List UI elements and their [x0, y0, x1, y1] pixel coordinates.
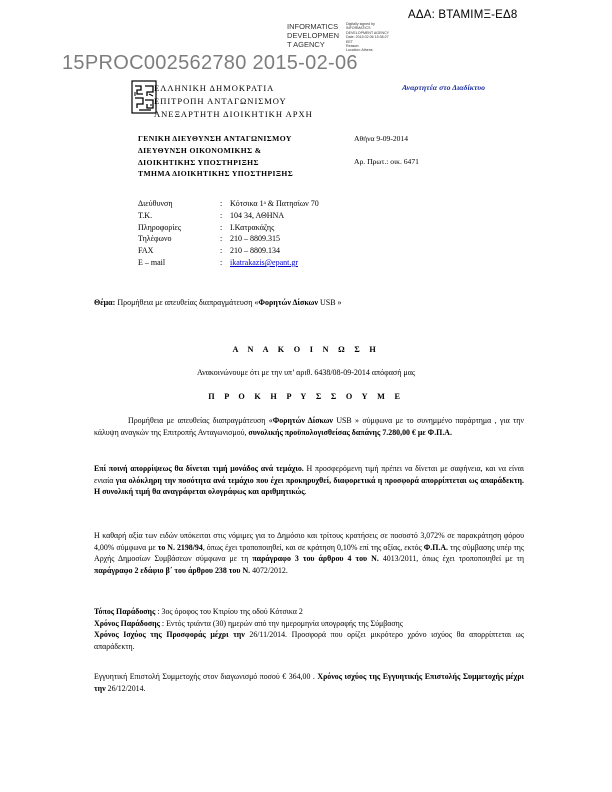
phone-label: Τηλέφωνο	[138, 234, 172, 244]
signature-line: Location: Athens	[346, 48, 373, 53]
text-span: : 3ος όροφος του Κτιρίου της οδού Κότσικα 2	[155, 607, 303, 616]
address-value: Κότσικα 1ᵃ & Πατησίων 70	[230, 199, 319, 208]
department-line: ΓΕΝΙΚΗ ΔΙΕΥΘΥΝΣΗ ΑΝΤΑΓΩΝΙΣΜΟΥ	[138, 134, 292, 143]
postal-code-row	[138, 210, 319, 222]
digital-signature-block	[346, 22, 389, 53]
subject-text: Προμήθεια με απευθείας διαπραγμάτευση «	[115, 298, 259, 307]
text-span: της σύμβασης υπέρ της Αρχής Δημοσίων Συμβάσεων σύμφωνα με τη	[94, 542, 524, 564]
bold-span: το Ν. 2198/94	[157, 542, 203, 552]
department-line: ΔΙΟΙΚΗΤΙΚΗΣ ΥΠΟΣΤΗΡΙΞΗΣ	[138, 157, 259, 167]
delivery-time	[94, 618, 524, 630]
address-row	[138, 198, 319, 210]
info-label: Πληροφορίες	[138, 222, 182, 232]
signature-line: DEVELOPMENT AGENCY	[346, 30, 390, 35]
separator: :	[220, 246, 223, 256]
signature-line: Date: 2015.02.06 15:36:27	[346, 35, 389, 40]
separator: :	[220, 199, 223, 208]
text-span: , όπως έχει τροποποιηθεί, και σε κράτηση 0,10% επί της αξίας, εκτός	[202, 542, 424, 552]
bold-span: Φ.Π.Α.	[423, 542, 449, 552]
letterhead	[154, 82, 313, 121]
protocol-number: Αρ. Πρωτ.: οικ. 6471	[354, 157, 419, 166]
announcement-line: Ανακοινώνουμε ότι με την υπ’ αριθ. 6438/08-09-2014 απόφασή μας	[196, 368, 416, 377]
paragraph-procurement	[94, 415, 524, 438]
bold-span: Φορητών Δίσκων	[272, 416, 333, 425]
postal-code-label: T.K.	[138, 210, 153, 220]
address-label: Διεύθυνση	[138, 199, 173, 208]
text-span: : Εντός τριάντα (30) ημερών από την ημερομηνία υπογραφής της Σύμβασης	[159, 618, 403, 628]
info-value: Ι.Κατρακάζης	[230, 222, 275, 232]
ada-code: ΑΔΑ: ΒΤΑΜΙΜΞ-ΕΔ8	[408, 9, 518, 21]
department-line: ΤΜΗΜΑ ΔΙΟΙΚΗΤΙΚΗΣ ΥΠΟΣΤΗΡΙΞΗΣ	[138, 169, 294, 179]
paragraph-guarantee	[94, 671, 524, 694]
text-span: 26/11/2014. Προσφορά που ορίζει μικρότερο χρόνο ισχύος θα απορρίπτεται ως απαράδεκτη.	[94, 630, 525, 651]
paragraph-delivery	[94, 606, 524, 652]
bold-span: Χρόνος Παράδοσης	[94, 618, 160, 628]
contact-details	[138, 198, 319, 269]
phone-row	[138, 233, 319, 245]
fax-label: FAX	[138, 246, 154, 256]
paragraph-deductions	[94, 530, 524, 576]
text-span: Εγγυητική Επιστολή Συμμετοχής στον διαγωνισμό ποσού € 364,00 .	[94, 672, 318, 681]
subject-bold: Φορητών Δίσκων	[258, 298, 318, 307]
informatics-agency-label	[287, 22, 339, 50]
separator: :	[220, 210, 223, 220]
fax-row	[138, 245, 319, 257]
offer-validity	[94, 629, 524, 652]
text-span: Η καθαρή αξία των ειδών υπόκειται στις νόμιμες για το Δημόσιο και τρίτους κρατήσεις σε ποσοστό 3,072% σε παρακράτηση φόρου 4,00% σύμφωνα με	[94, 531, 524, 552]
letterhead-line: ΑΝΕΞΑΡΤΗΤΗ ΔΙΟΙΚΗΤΙΚΗ ΑΡΧΗ	[154, 109, 313, 119]
bold-span: παράγραφο 2 εδάφιο β΄ του άρθρου 238 του Ν.	[94, 565, 251, 575]
text-span: 4013/2011, όπως έχει τροποποιηθεί με τη	[378, 554, 524, 564]
announcement-title: Α Ν Α Κ Ο Ι Ν Ω Σ Η	[232, 345, 380, 354]
signature-line: Digitally signed by	[346, 22, 375, 26]
postal-code-value: 104 34, ΑΘΗΝΑ	[230, 210, 285, 220]
bold-span: συνολικής προϋπολογισθείσας δαπάνης 7.280,00 € με Φ.Π.Α.	[248, 427, 452, 437]
paragraph-price-terms	[94, 463, 524, 498]
bold-span: Τόπος Παράδοσης	[94, 607, 156, 616]
email-row	[138, 257, 319, 269]
department-line: ΔΙΕΥΘΥΝΣΗ ΟΙΚΟΝΟΜΙΚΗΣ &	[138, 145, 262, 155]
separator: :	[220, 257, 223, 267]
text-span: .	[304, 487, 307, 497]
letterhead-line: ΕΛΛΗΝΙΚΗ ΔΗΜΟΚΡΑΤΙΑ	[154, 83, 275, 93]
bold-span: Επί ποινή απορρίψεως θα δίνεται τιμή μονάδος ανά τεμάχιο.	[94, 464, 304, 473]
signature-line: EET	[346, 39, 353, 44]
document-date: Αθήνα 9-09-2014	[354, 134, 409, 143]
subject-text-end: USB »	[317, 298, 342, 307]
text-span: 26/12/2014.	[105, 683, 146, 693]
informatics-line: INFORMATICS	[287, 22, 339, 31]
bold-span: Χρόνος ισχύος της Εγγυητικής Επιστολής Συμμετοχής μέχρι την	[94, 672, 524, 693]
proclamation-title: Π Ρ Ο Κ Η Ρ Υ Σ Σ Ο Υ Μ Ε	[208, 392, 404, 401]
internet-posting-note: Αναρτητέα στο Διαδίκτυο	[402, 83, 486, 92]
delivery-place	[94, 606, 524, 618]
phone-value: 210 – 8809.315	[230, 234, 280, 244]
informatics-line: T AGENCY	[287, 40, 325, 50]
bold-span: για ολόκληρη την ποσότητα ανά τεμάχιο που έχει προκηρυχθεί, διαφορετικά η προσφορά απορρίπτεται ως απαράδεκτη. Η συνολική τιμή θα αναγράφεται ολογράφως και αριθμητικώς	[94, 475, 524, 497]
procurement-id: 15PROC002562780 2015-02-06	[62, 52, 358, 74]
letterhead-line: ΕΠΙΤΡΟΠΗ ΑΝΤΑΓΩΝΙΣΜΟΥ	[154, 96, 287, 106]
signature-line: Reason:	[346, 44, 360, 49]
separator: :	[220, 222, 223, 232]
text-span: 4072/2012.	[250, 565, 288, 575]
informatics-line: DEVELOPMEN	[287, 31, 340, 41]
email-label: E – mail	[138, 257, 166, 267]
fax-value: 210 – 8809.134	[230, 246, 280, 256]
text-span: Προμήθεια με απευθείας διαπραγμάτευση «	[128, 416, 273, 425]
info-row	[138, 222, 319, 234]
signature-line: INFORMATICS	[346, 26, 371, 31]
text-span: USB » σύμφωνα με το συνημμένο παράρτημα , για την κάλυψη αναγκών της Επιτροπής Ανταγωνισμού,	[94, 416, 524, 437]
text-span: Η προσφερόμενη τιμή πρέπει να δίνεται με σαφήνεια, και να είναι ενιαία	[94, 464, 524, 485]
bold-span: παράγραφο 3 του άρθρου 4 του Ν.	[252, 554, 379, 564]
department-block	[138, 133, 293, 180]
subject-label: Θέμα:	[94, 298, 116, 307]
subject-line	[94, 298, 342, 307]
separator: :	[220, 234, 223, 244]
email-link[interactable]: ikatrakazis@epant.gr	[230, 257, 299, 267]
bold-span: Χρόνος Ισχύος της Προσφοράς μέχρι την	[94, 630, 245, 640]
